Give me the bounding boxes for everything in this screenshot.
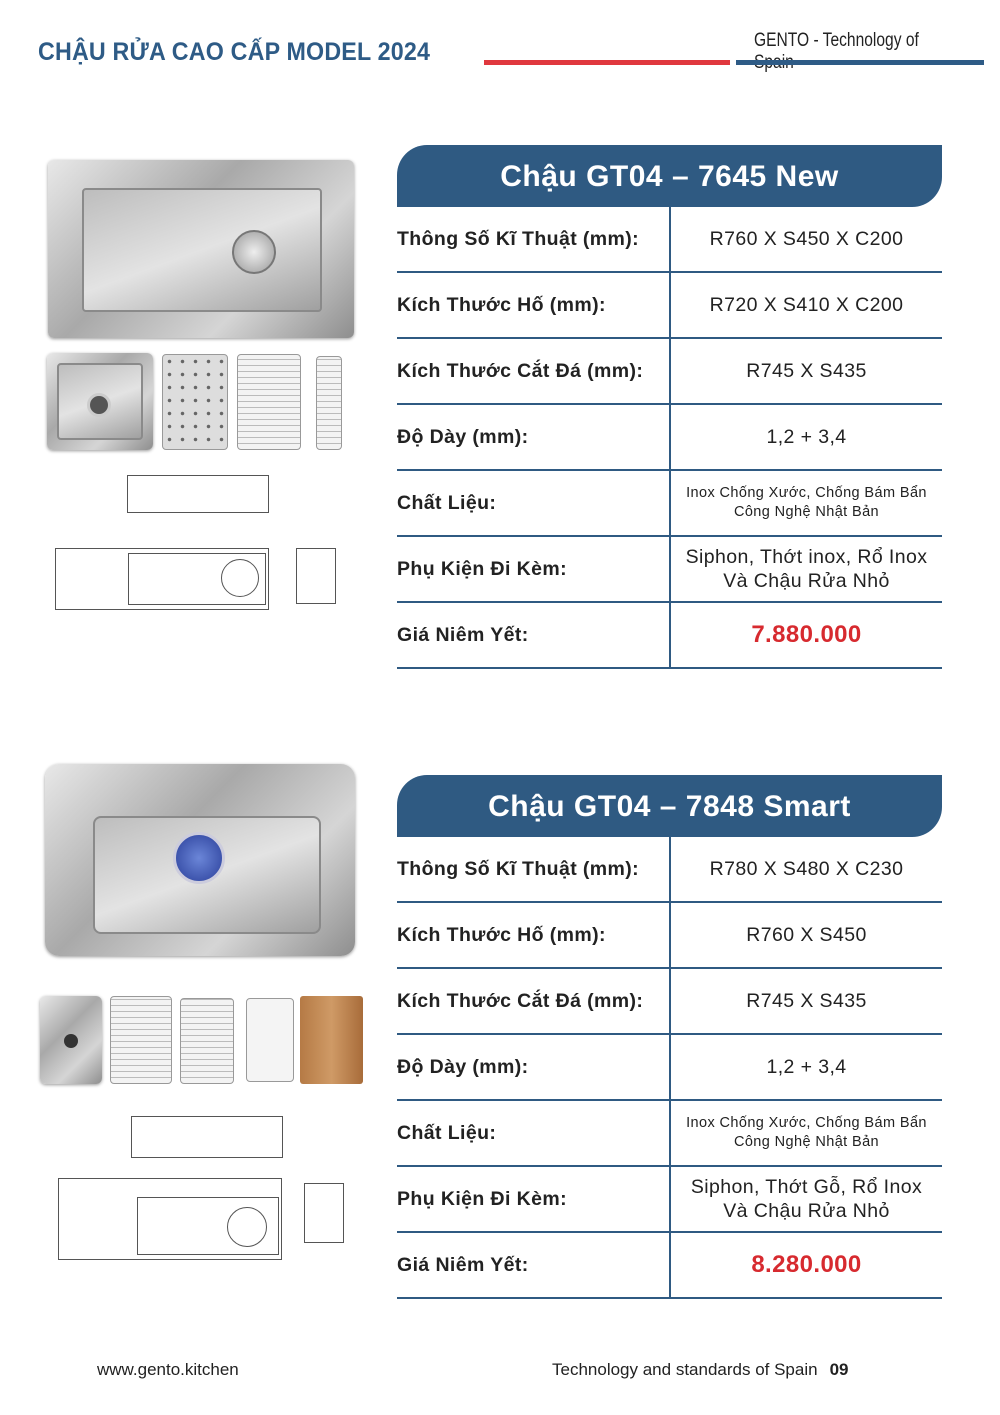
spec-row	[397, 471, 942, 537]
holder-photo	[246, 998, 294, 1082]
spec-label: Kích Thước Cắt Đá (mm):	[397, 989, 644, 1012]
spec-label: Giá Niêm Yết:	[397, 623, 529, 646]
spec-row	[397, 405, 942, 471]
spec-row	[397, 339, 942, 405]
spec-value: R720 X S410 X C200	[669, 273, 942, 337]
spec-label: Giá Niêm Yết:	[397, 1253, 529, 1276]
spec-row	[397, 969, 942, 1035]
basket-photo	[237, 354, 301, 450]
small-sink-photo	[47, 353, 153, 450]
brand-tagline: GENTO - Technology of	[754, 30, 919, 51]
spec-value: 1,2 + 3,4	[669, 1035, 942, 1099]
rack-photo	[316, 356, 342, 450]
sink-photo	[45, 764, 355, 956]
page-number: 09	[829, 1360, 849, 1379]
spec-label: Thông Số Kĩ Thuật (mm):	[397, 857, 640, 880]
small-sink-photo	[40, 996, 102, 1084]
product-title: Chậu GT04 – 7848 Smart	[397, 775, 942, 837]
spec-label: Kích Thước Hố (mm):	[397, 293, 606, 316]
spec-row	[397, 837, 942, 903]
spec-label: Chất Liệu:	[397, 491, 497, 514]
spec-label: Độ Dày (mm):	[397, 425, 529, 448]
spec-row	[397, 537, 942, 603]
side-drawing	[131, 1116, 283, 1158]
spec-value	[669, 1101, 942, 1165]
spec-row	[397, 207, 942, 273]
price: 7.880.000	[669, 603, 942, 667]
basket-photo	[110, 996, 172, 1084]
rack-photo	[180, 998, 234, 1084]
material-line-1: Inox Chống Xước, Chống Bám Bẩn	[686, 1115, 927, 1131]
website-link[interactable]: www.gento.kitchen	[97, 1360, 239, 1379]
spec-value: R760 X S450 X C200	[669, 207, 942, 271]
product-1-spec-table	[397, 145, 942, 669]
material-line-1: Inox Chống Xước, Chống Bám Bẩn	[686, 485, 927, 501]
spec-row	[397, 273, 942, 339]
spec-value	[669, 537, 942, 601]
product-title: Chậu GT04 – 7645 New	[397, 145, 942, 207]
spec-label: Kích Thước Cắt Đá (mm):	[397, 359, 644, 382]
spec-row	[397, 1101, 942, 1167]
top-drawing	[58, 1178, 282, 1260]
side-drawing	[127, 475, 269, 513]
page-title: CHẬU RỬA CAO CẤP MODEL 2024	[38, 38, 431, 66]
section-drawing	[296, 548, 336, 604]
spec-row	[397, 903, 942, 969]
spec-value: 1,2 + 3,4	[669, 405, 942, 469]
tagline-text: Technology and standards of Spain	[552, 1360, 818, 1379]
spec-label: Phụ Kiện Đi Kèm:	[397, 1187, 567, 1210]
accessories-line-1: Siphon, Thớt inox, Rổ Inox	[685, 546, 928, 568]
spec-value: R745 X S435	[669, 339, 942, 403]
accessories-line-2: Và Chậu Rửa Nhỏ	[723, 1200, 890, 1222]
drain-icon	[232, 230, 276, 274]
footer-tagline	[552, 1360, 849, 1380]
spec-value: R745 X S435	[669, 969, 942, 1033]
wood-board-photo	[300, 996, 363, 1084]
spec-value	[669, 471, 942, 535]
spec-row	[397, 1035, 942, 1101]
spec-row	[397, 1233, 942, 1299]
spec-value	[669, 1167, 942, 1231]
accessories-line-2: Và Chậu Rửa Nhỏ	[723, 570, 890, 592]
cutting-board-photo	[162, 354, 228, 450]
drain-icon	[173, 832, 225, 884]
spec-row	[397, 1167, 942, 1233]
material-line-2: Công Nghệ Nhật Bản	[733, 1134, 880, 1150]
product-2-spec-table	[397, 775, 942, 1299]
section-drawing	[304, 1183, 344, 1243]
blue-divider	[736, 60, 984, 65]
sink-photo	[48, 160, 354, 338]
spec-value: R760 X S450	[669, 903, 942, 967]
spec-label: Phụ Kiện Đi Kèm:	[397, 557, 567, 580]
accessories-line-1: Siphon, Thớt Gỗ, Rổ Inox	[690, 1176, 923, 1198]
spec-label: Thông Số Kĩ Thuật (mm):	[397, 227, 640, 250]
spec-label: Kích Thước Hố (mm):	[397, 923, 606, 946]
spec-label: Chất Liệu:	[397, 1121, 497, 1144]
spec-row	[397, 603, 942, 669]
spec-label: Độ Dày (mm):	[397, 1055, 529, 1078]
material-line-2: Công Nghệ Nhật Bản	[733, 504, 880, 520]
spec-value: R780 X S480 X C230	[669, 837, 942, 901]
price: 8.280.000	[669, 1233, 942, 1297]
top-drawing	[55, 548, 269, 610]
red-divider	[484, 60, 730, 65]
